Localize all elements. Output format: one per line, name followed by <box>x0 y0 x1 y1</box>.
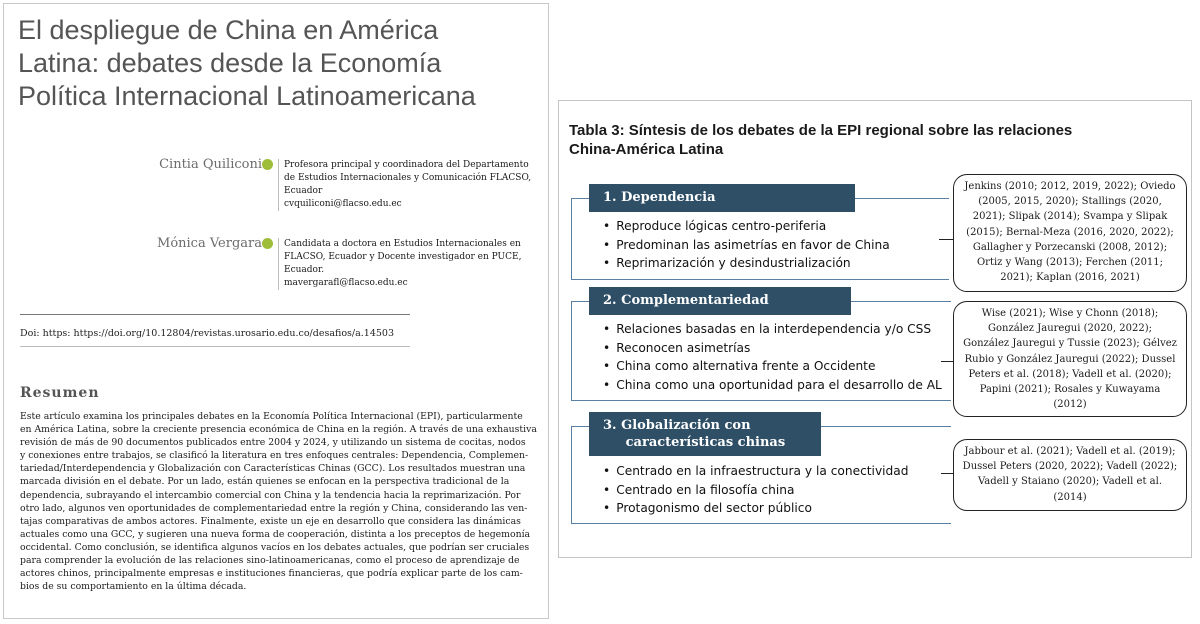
abstract-line: tariedad/Interdependencia y Globalización con Características Chinas (GCC). Los resultados muestran una <box>20 463 526 475</box>
bullet-item: • Reprimarización y desindustrialización <box>603 254 890 273</box>
bullet-item: • Protagonismo del sector público <box>603 499 908 518</box>
bullet-item: • Centrado en la infraestructura y la conectividad <box>603 462 908 481</box>
bullet-item: • Reconocen asimetrías <box>603 339 942 358</box>
bullet-item: • China como una oportunidad para el desarrollo de AL <box>603 376 942 395</box>
article-title-area <box>18 14 538 113</box>
bullet-item: • Reproduce lógicas centro-periferia <box>603 217 890 236</box>
author-name: Cintia Quiliconi <box>159 157 262 172</box>
title-line: Política Internacional Latinoamericana <box>18 81 476 111</box>
abstract-line: occidental. Como conclusión, se identifica algunos vacíos en los debates actuales, que podrían ser cruciales <box>20 541 530 553</box>
table-3-figure <box>558 100 1192 558</box>
section-header-dependencia: 1. Dependencia <box>589 184 855 212</box>
table-title: Tabla 3: Síntesis de los debates de la EPI regional sobre las relaciones China-América Latina <box>569 122 1073 158</box>
doi-link[interactable]: Doi: https: https://doi.org/10.12804/revistas.urosario.edu.co/desafios/a.14503 <box>20 328 395 339</box>
references-box: Jenkins (2010; 2012, 2019, 2022); Oviedo (2005, 2015, 2020); Stallings (2020, 2021); Slipak (2014); Svampa y Slipak (2015); Bernal-Meza (2016, 2020, 2022); Gallagher y Porzecanski (2008, 2012); Ortiz y Wang (2013); Ferchen (2011; 2021); Kaplan (2016, 2021) <box>953 174 1187 292</box>
divider <box>20 346 410 347</box>
author-name: Mónica Vergara <box>157 236 262 251</box>
abstract-body <box>20 410 538 593</box>
author-email[interactable]: mavergarafl@flacso.edu.ec <box>284 278 408 288</box>
abstract-line: y conexiones entre trabajos, se clasificó la literatura en tres enfoques centrales: Dependencia, Complemen- <box>20 450 529 462</box>
title-line: El despliegue de China en América <box>18 15 439 45</box>
abstract-line: Este artículo examina los principales debates en la Economía Política Internacional (EPI), particularmente <box>20 411 523 422</box>
section-header-globalizacion: 3. Globalización con características chinas <box>589 412 821 456</box>
abstract-line: actuales como una GCC, y sugieren una nueva forma de cooperación, distinta a los preceptos de hegemonía <box>20 528 531 540</box>
abstract-line: otro lado, algunos ven oportunidades de complementariedad entre la región y China, considerando las ven- <box>20 502 528 514</box>
article-title <box>18 14 538 113</box>
abstract-line: marcada división en el debate. Por un lado, están quienes se enfocan en la perspectiva tradicional de la <box>20 476 510 488</box>
author-affiliation: Profesora principal y coordinadora del Departamento de Estudios Internacionales y Comunicación FLACSO, Ecuador cvquiliconi@flacso.edu.ec <box>278 159 544 211</box>
divider <box>20 314 410 315</box>
abstract-heading: Resumen <box>20 385 100 401</box>
orcid-icon[interactable] <box>262 159 273 170</box>
section-bullets <box>603 217 890 273</box>
abstract-line: revisión de más de 90 documentos publicados entre 2004 y 2024, y utilizando un sistema de cocitas, nodos <box>20 437 526 449</box>
references-box: Jabbour et al. (2021); Vadell et al. (2019); Dussel Peters (2020, 2022); Vadell (2022); Vadell y Staiano (2020); Vadell et al. (2014) <box>953 439 1187 511</box>
bullet-item: • Relaciones basadas en la interdependencia y/o CSS <box>603 320 942 339</box>
author-affiliation: Candidata a doctora en Estudios Internacionales en FLACSO, Ecuador y Docente investigador en PUCE, Ecuador. mavergarafl@flacso.edu.ec <box>278 238 544 290</box>
orcid-icon[interactable] <box>262 238 273 249</box>
abstract-line: en América Latina, sobre la creciente presencia económica de China en la región. A través de una exhaustiva <box>20 424 537 436</box>
section-bullets <box>603 320 942 394</box>
title-line: Latina: debates desde la Economía <box>18 48 442 78</box>
abstract-line: para comprender la evolución de las relaciones sino-latinoamericanas, como el proceso de aprendizaje de <box>20 555 520 567</box>
abstract-line: bios de su comportamiento en la última década. <box>20 581 247 593</box>
section-bullets <box>603 462 908 518</box>
abstract-line: tajas comparativas de ambos actores. Finalmente, existe un eje en desarrollo que considera las dinámicas <box>20 515 521 527</box>
author-email[interactable]: cvquiliconi@flacso.edu.ec <box>284 199 402 209</box>
references-box: Wise (2021); Wise y Chonn (2018); González Jauregui (2020, 2022); González Jauregui y Tussie (2023); Gélvez Rubio y González Jauregui (2022); Dussel Peters et al. (2018); Vadell et al. (2020); Papini (2021); Rosales y Kuwayama (2012) <box>953 301 1187 417</box>
bullet-item: • Predominan las asimetrías en favor de China <box>603 236 890 255</box>
article-first-page <box>3 3 549 619</box>
bullet-item: • China como alternativa frente a Occidente <box>603 357 942 376</box>
abstract-line: actores chinos, principalmente empresas e instituciones financieras, que podría explicar parte de los cam- <box>20 568 523 580</box>
section-header-complementariedad: 2. Complementariedad <box>589 287 851 315</box>
bullet-item: • Centrado en la filosofía china <box>603 481 908 500</box>
abstract-line: dependencia, subrayando el intercambio comercial con China y la tendencia hacia la reprimarización. Por <box>20 489 521 501</box>
